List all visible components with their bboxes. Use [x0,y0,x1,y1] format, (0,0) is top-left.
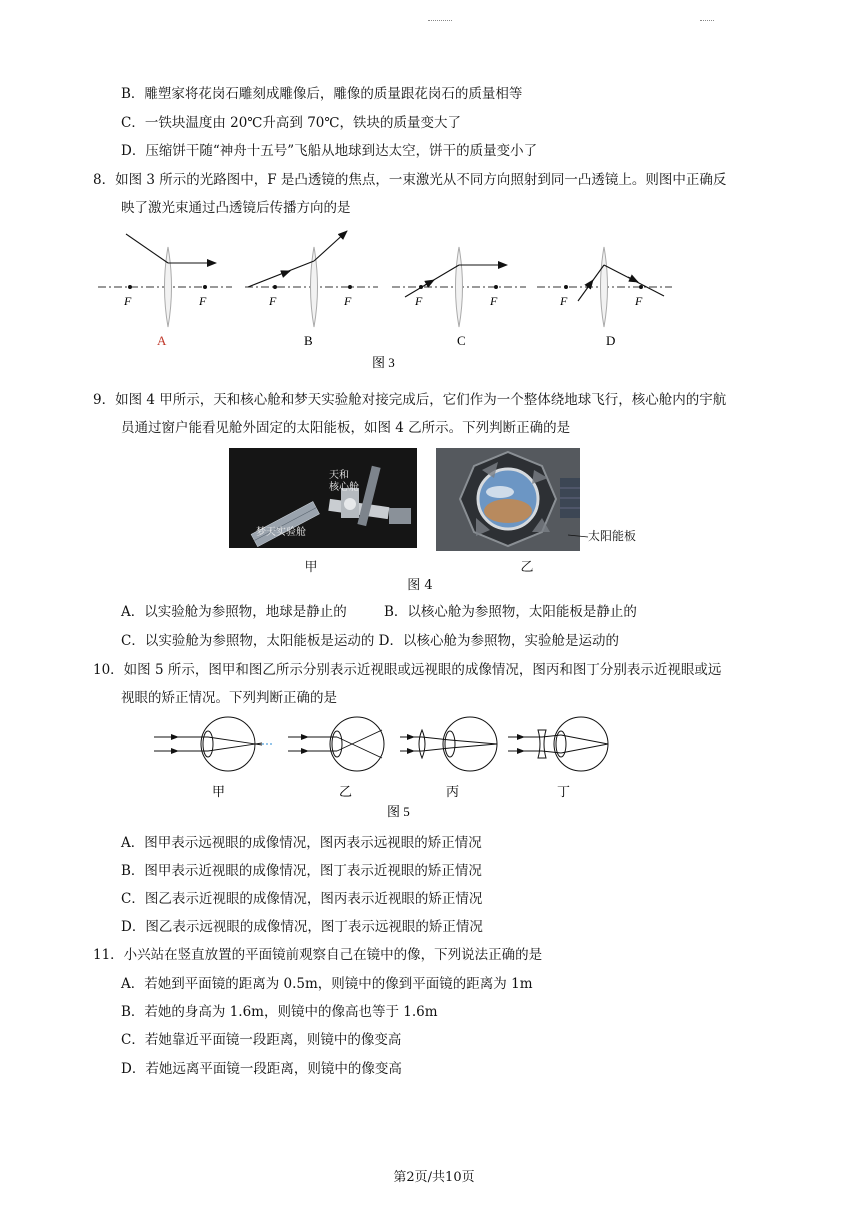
q9-stem-line1: 9．如图 4 甲所示，天和核心舱和梦天实验舱对接完成后，它们作为一个整体绕地球飞行，核心舱内的宇航 [93,392,727,408]
focus-label: F [415,294,423,308]
q9-option-c-d: C．以实验舱为参照物，太阳能板是运动的 D．以核心舱为参照物，实验舱是运动的 [121,633,619,649]
lens-diagram-b [245,231,378,348]
photo-sub-label-b: 乙 [520,560,534,575]
lens-diagram-c [392,247,526,348]
q10-stem-line1: 10．如图 5 所示，图甲和图乙所示分别表示近视眼或远视眼的成像情况，图丙和图丁分别表示近视眼或远 [93,662,722,678]
q9-option-a: A．以实验舱为参照物，地球是静止的 [121,604,347,620]
q11-option-a: A．若她到平面镜的距离为 0.5m，则镜中的像到平面镜的距离为 1m [121,976,533,992]
header-mark [428,16,452,21]
diagram-label-d: D [606,333,616,348]
photo-label-tianhe: 天和 [329,470,349,481]
photo-sub-label-a: 甲 [304,560,318,575]
q7-option-b: B．雕塑家将花岗石雕刻成雕像后，雕像的质量跟花岗石的质量相等 [121,86,523,102]
figure-3-caption: 图 3 [372,355,395,370]
q11-stem: 11．小兴站在竖直放置的平面镜前观察自己在镜中的像，下列说法正确的是 [93,947,543,963]
window-view-photo [436,448,580,551]
q10-option-a: A．图甲表示远视眼的成像情况，图丙表示远视眼的矫正情况 [121,835,482,851]
figure-5-caption: 图 5 [387,804,410,819]
eye-label-yi: 乙 [339,784,353,799]
photo-label-core-module: 核心舱 [329,482,359,493]
eye-diagram-bing [400,717,497,799]
photo-label-mengtian: 梦天实验舱 [256,527,306,538]
q10-option-d: D．图乙表示远视眼的成像情况，图丁表示远视眼的矫正情况 [121,919,483,935]
eye-label-ding: 丁 [557,784,571,799]
q10-option-b: B．图甲表示近视眼的成像情况，图丁表示近视眼的矫正情况 [121,863,482,879]
eye-diagram-jia [154,717,274,799]
diagram-label-c: C [457,333,466,348]
q10-option-c: C．图乙表示近视眼的成像情况，图丙表示近视眼的矫正情况 [121,891,483,907]
eye-label-jia: 甲 [212,784,226,799]
diagram-label-a: A [157,333,167,348]
q11-option-c: C．若她靠近平面镜一段距离，则镜中的像变高 [121,1032,402,1048]
figure-5-eye-diagrams [0,712,868,824]
lens-diagram-d [537,247,672,348]
diagram-label-b: B [304,333,313,348]
header-mark [700,16,714,21]
lens-diagram-a [98,234,232,348]
focus-label: F [124,294,132,308]
focus-label: F [199,294,207,308]
eye-diagram-yi [288,717,384,799]
q11-option-d: D．若她远离平面镜一段距离，则镜中的像变高 [121,1061,402,1077]
q7-option-d: D．压缩饼干随“神舟十五号”飞船从地球到达太空，饼干的质量变小了 [121,143,538,159]
q7-option-c: C．一铁块温度由 20℃升高到 70℃，铁块的质量变大了 [121,115,461,131]
figure-4-caption: 图 4 [407,578,433,593]
eye-label-bing: 丙 [446,784,460,799]
page-number: 第2页/共10页 [393,1170,475,1185]
figure-3-lens-diagrams [0,225,868,380]
q9-option-b: B．以核心舱为参照物，太阳能板是静止的 [384,604,637,620]
photo-label-solar-panel: 太阳能板 [588,529,637,543]
focus-label: F [344,294,352,308]
eye-diagram-ding [508,717,608,799]
solar-panel-pointer [568,525,590,545]
q8-stem-line2: 映了激光束通过凸透镜后传播方向的是 [121,200,351,216]
q8-stem-line1: 8．如图 3 所示的光路图中，F 是凸透镜的焦点，一束激光从不同方向照射到同一凸透镜上。则图中正确反 [93,172,727,188]
focus-label: F [635,294,643,308]
space-station-photo [229,448,417,548]
q11-option-b: B．若她的身高为 1.6m，则镜中的像高也等于 1.6m [121,1004,438,1020]
q9-stem-line2: 员通过窗户能看见舱外固定的太阳能板，如图 4 乙所示。下列判断正确的是 [121,420,571,436]
focus-label: F [490,294,498,308]
q10-stem-line2: 视眼的矫正情况。下列判断正确的是 [121,690,337,706]
focus-label: F [560,294,568,308]
focus-label: F [269,294,277,308]
